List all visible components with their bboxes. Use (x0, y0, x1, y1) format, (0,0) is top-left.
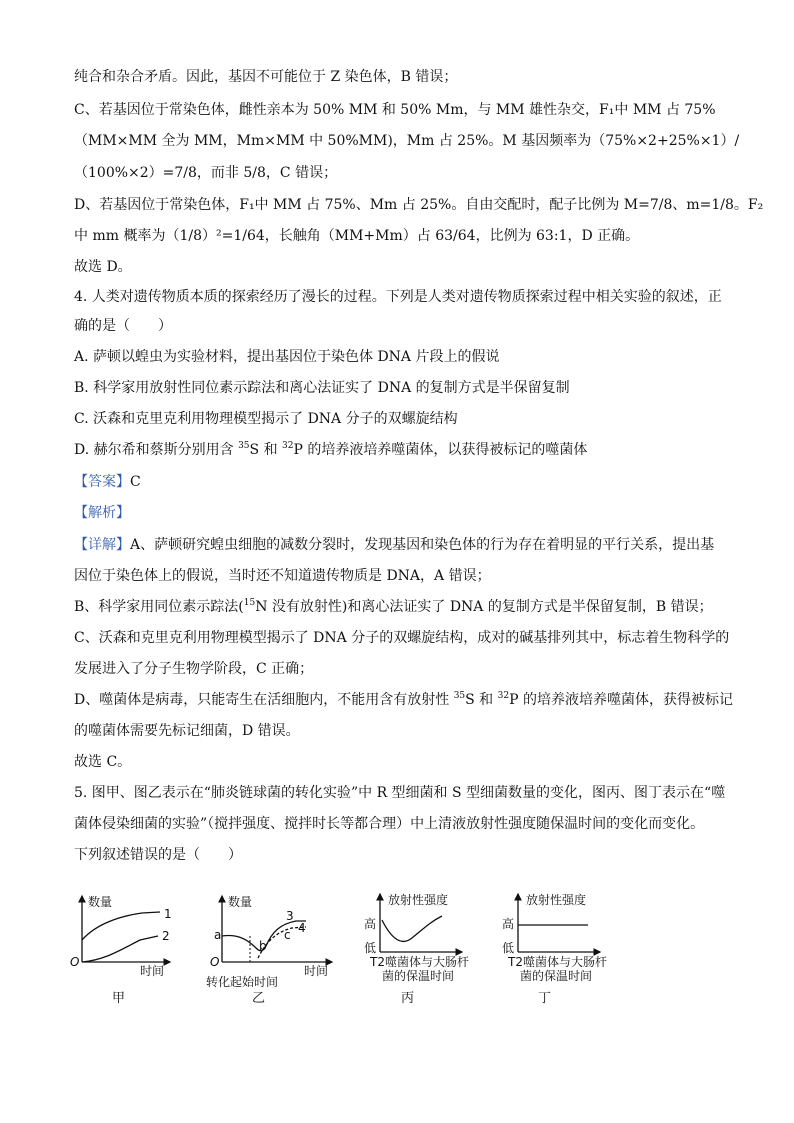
text-line: 纯合和杂合矛盾。因此，基因不可能位于 Z 染色体，B 错误； (74, 69, 458, 85)
x-label-line1: T2噬菌体与大肠杆 (508, 955, 607, 969)
x-label-line1: T2噬菌体与大肠杆 (370, 955, 469, 969)
start-marker-label: 转化起始时间 (206, 975, 279, 989)
option-d: D. 赫尔希和蔡斯分别用含 $^{35}$S 和 $^{32}$P 的培养液培养噬菌体，以获得被标记的噬菌体 (74, 441, 588, 458)
y-label: 数量 (228, 895, 253, 909)
explanation-line: D、噬菌体是病毒，只能寄生在活细胞内，不能用含有放射性 $^{35}$S 和 $^{32}$P 的培养液培养噬菌体，获得被标记 (74, 691, 733, 708)
explanation-line: 因位于染色体上的假说，当时还不知道遗传物质是 DNA，A 错误； (74, 568, 491, 584)
point-c-label: c (284, 928, 291, 942)
question-5-stem: 菌体侵染细菌的实验”（搅拌强度、搅拌时长等都合理）中上清液放射性强度随保温时间的变化而变化。 (74, 816, 705, 832)
curve-1 (82, 912, 160, 940)
origin-label: O (210, 955, 220, 969)
figure-jia (70, 894, 172, 1006)
caption: 甲 (112, 991, 126, 1006)
low-label: 低 (364, 941, 377, 955)
curve-1-label: 1 (164, 907, 172, 921)
high-label: 高 (364, 917, 377, 931)
caption: 丙 (401, 991, 415, 1006)
x-label: 时间 (140, 964, 165, 978)
data-curve (382, 916, 442, 941)
y-label: 数量 (88, 895, 113, 909)
text-line: D、若基因位于常染色体，F₁中 MM 占 75%、Mm 占 25%。自由交配时，配子比例为 M=7/8、m=1/8。F₂ (74, 197, 764, 213)
explanation-line: B、科学家用同位素示踪法($^{15}$N 没有放射性)和离心法证实了 DNA 的复制方式是半保留复制，B 错误； (74, 598, 713, 615)
text-line: C、若基因位于常染色体，雌性亲本为 50% MM 和 50% Mm，与 MM 雄性杂交，F₁中 MM 占 75% (74, 102, 716, 118)
high-label: 高 (502, 917, 515, 931)
curve-2-label: 2 (162, 929, 170, 943)
question-4-stem: 确的是（ ） (74, 318, 172, 334)
figure-yi (206, 894, 332, 1006)
caption: 丁 (538, 991, 552, 1006)
figure-group (60, 888, 680, 1018)
explanation-line: 的噬菌体需要先标记细菌，D 错误。 (74, 723, 300, 739)
answer-value: C (130, 474, 141, 490)
analysis-heading: 【解析】 (74, 505, 130, 521)
origin-label: O (70, 955, 80, 969)
explanation-line: 故选 C。 (74, 754, 132, 770)
option-b: B. 科学家用放射性同位素示踪法和离心法证实了 DNA 的复制方式是半保留复制 (74, 380, 570, 396)
curve-4-label: 4 (298, 921, 306, 935)
y-label: 放射性强度 (388, 893, 449, 907)
question-4-stem: 4. 人类对遗传物质本质的探索经历了漫长的过程。下列是人类对遗传物质探索过程中相关实验的叙述，正 (74, 289, 722, 305)
question-5-stem: 下列叙述错误的是（ ） (74, 847, 242, 863)
option-c: C. 沃森和克里克利用物理模型揭示了 DNA 分子的双螺旋结构 (74, 411, 458, 427)
explanation-line: 【详解】A、萨顿研究蝗虫细胞的减数分裂时，发现基因和染色体的行为存在着明显的平行关系，提出基 (74, 537, 715, 553)
answer-tag: 【答案】 (74, 474, 130, 490)
answer-line (74, 472, 724, 492)
point-a-label: a (214, 928, 222, 942)
figures-svg (60, 888, 680, 1018)
option-a: A. 萨顿以蝗虫为实验材料，提出基因位于染色体 DNA 片段上的假说 (74, 349, 500, 365)
x-label: 时间 (304, 964, 329, 978)
curve-3-label: 3 (286, 909, 294, 923)
text-line: 故选 D。 (74, 259, 132, 275)
figure-bing (364, 892, 469, 1006)
point-b-label: b (259, 939, 267, 953)
y-label: 放射性强度 (526, 893, 587, 907)
caption: 乙 (252, 991, 266, 1006)
explanation-line: C、沃森和克里克利用物理模型揭示了 DNA 分子的双螺旋结构，成对的碱基排列其中，标志着生物科学的 (74, 630, 730, 646)
figure-ding (502, 892, 607, 1006)
text-line: 中 mm 概率为（1/8）²=1/64，长触角（MM+Mm）占 63/64，比例为 63:1，D 正确。 (74, 228, 640, 244)
text-line: （100%×2）=7/8，而非 5/8，C 错误； (74, 165, 338, 181)
x-label-line2: 菌的保温时间 (520, 969, 593, 983)
question-5-stem: 5. 图甲、图乙表示在“肺炎链球菌的转化实验”中 R 型细菌和 S 型细菌数量的变化，图丙、图丁表示在“噬 (74, 785, 726, 801)
low-label: 低 (502, 941, 515, 955)
curve-2 (82, 936, 158, 962)
explanation-line: 发展进入了分子生物学阶段，C 正确； (74, 661, 314, 677)
x-label-line2: 菌的保温时间 (382, 969, 455, 983)
text-line: （MM×MM 全为 MM，Mm×MM 中 50%MM)，Mm 占 25%。M 基因频率为（75%×2+25%×1）/ (74, 133, 740, 149)
